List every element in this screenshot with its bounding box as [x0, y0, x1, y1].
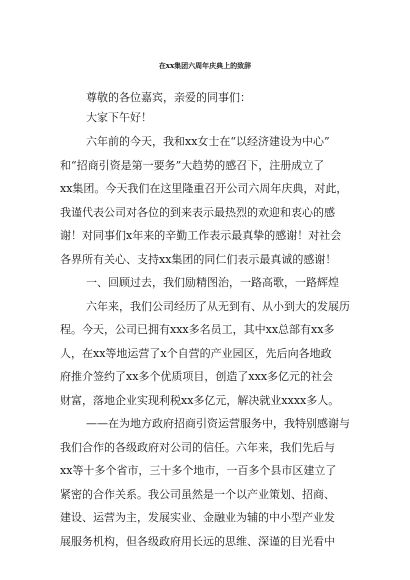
paragraph-line: xx集团。今天我们在这里隆重召开公司六周年庆典，对此，	[60, 182, 348, 195]
paragraph-line: 建设、运营为主，发展实业、金融业为辅的中小型产业发	[60, 511, 335, 524]
paragraph-line: ——在为地方政府招商引资运营服务中，我特别感谢与	[86, 417, 350, 430]
paragraph-line: 府推介签约了xx多个优质项目，创造了xxx多亿元的社会	[60, 370, 334, 383]
paragraph-line: 六年来，我们公司经历了从无到有、从小到大的发展历	[86, 300, 350, 313]
paragraph-line: 紧密的合作关系。我公司虽然是一个以产业策划、招商、	[60, 488, 335, 501]
paragraph-line: 展服务机构，但各级政府用长远的思维、深谨的目光看中	[60, 535, 335, 548]
document-title: 在xx集团六周年庆典上的致辞	[158, 61, 252, 70]
section-heading: 一、回顾过去，我们励精图治，一路高歌，一路辉煌	[86, 276, 339, 289]
paragraph-line: 人，在xx等地运营了x个自营的产业园区，先后向各地政	[60, 347, 332, 360]
paragraph-line: 六年前的今天，我和xx女士在“以经济建设为中心”	[86, 135, 330, 148]
paragraph-line: xx等十多个省市，三十多个地市，一百多个县市区建立了	[60, 464, 337, 477]
greeting: 大家下午好！	[86, 111, 152, 124]
salutation: 尊敬的各位嘉宾，亲爱的同事们：	[86, 91, 251, 104]
paragraph-line: 财富，落地企业实现利税xx多亿元，解决就业xxxx多人。	[60, 394, 340, 407]
paragraph-line: 和“招商引资是第一要务”大趋势的感召下，注册成立了	[60, 159, 325, 172]
paragraph-line: 各界所有关心、支持xx集团的同仁们表示最真诚的感谢！	[60, 253, 337, 266]
paragraph-line: 程。今天，公司已拥有xxx多名员工，其中xx总部有xx多	[60, 323, 335, 336]
paragraph-line: 谢！对同事们x年来的辛勤工作表示最真挚的感谢！对社会	[60, 229, 342, 242]
paragraph-line: 我谨代表公司对各位的到来表示最热烈的欢迎和衷心的感	[60, 206, 335, 219]
paragraph-line: 我们合作的各级政府对公司的信任。六年来，我们先后与	[60, 441, 335, 454]
